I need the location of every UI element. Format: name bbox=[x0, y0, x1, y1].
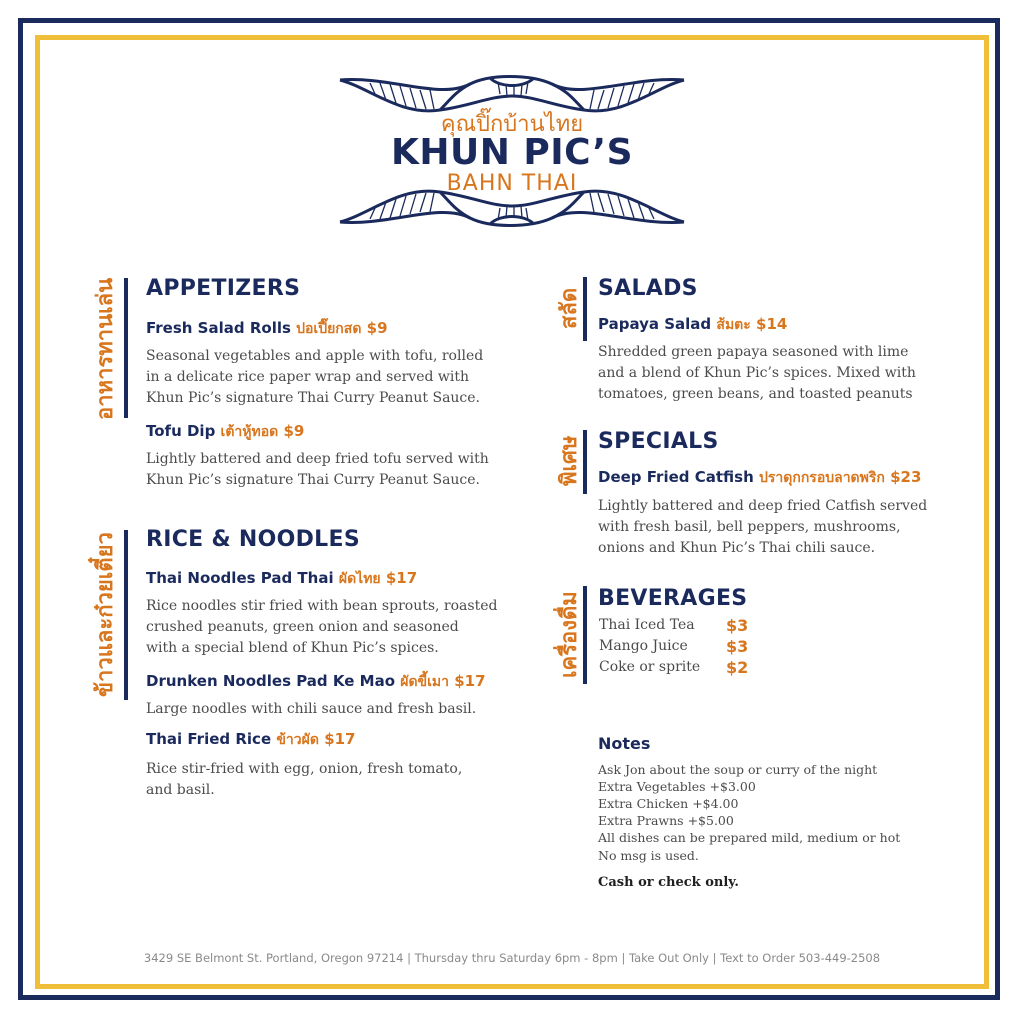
menu-item-name: Thai Noodles Pad Thai ผัดไทย $17 bbox=[146, 569, 418, 587]
rice-noodles-title: RICE & NOODLES bbox=[146, 527, 360, 552]
menu-item-thai: ปราดุกกรอบลาดพริก bbox=[758, 470, 885, 486]
note-line: Extra Chicken +$4.00 bbox=[598, 796, 739, 811]
beverage-price: $2 bbox=[726, 658, 749, 677]
menu-item-name: Papaya Salad ส้มตะ $14 bbox=[598, 315, 788, 333]
beverages-thai-label: เครื่องดื่ม bbox=[557, 591, 582, 679]
note-line: Ask Jon about the soup or curry of the night bbox=[598, 762, 878, 777]
menu-item-name: Deep Fried Catfish ปราดุกกรอบลาดพริก $23 bbox=[598, 468, 922, 486]
menu-item-thai: ผัดไทย bbox=[338, 571, 381, 587]
menu-item-price: $14 bbox=[756, 315, 788, 333]
menu-item-price: $17 bbox=[385, 569, 418, 587]
menu-item-description: Large noodles with chili sauce and fresh basil. bbox=[146, 701, 477, 717]
beverages-title: BEVERAGES bbox=[598, 586, 748, 611]
rice-noodles-divider bbox=[124, 530, 128, 700]
menu-item-thai: ข้าวผัด bbox=[276, 732, 319, 748]
appetizers-thai-label: อาหารทานเล่น bbox=[93, 277, 118, 420]
salads-title: SALADS bbox=[598, 276, 698, 301]
note-line: No msg is used. bbox=[598, 848, 699, 863]
menu-item-description: Rice noodles stir fried with bean sprouts, roasted crushed peanuts, green onion and seasoned with a special blend of Khun Pic’s spices. bbox=[146, 598, 498, 656]
beverages-divider bbox=[583, 586, 587, 684]
menu-item-price: $17 bbox=[454, 672, 486, 690]
menu-item-thai: ส้มตะ bbox=[716, 317, 751, 333]
beverage-name: Thai Iced Tea bbox=[599, 617, 695, 633]
specials-thai-label: พิเศษ bbox=[557, 435, 582, 487]
appetizers-divider bbox=[124, 278, 128, 418]
restaurant-logo bbox=[330, 70, 694, 232]
footer-info: 3429 SE Belmont St. Portland, Oregon 97214 | Thursday thru Saturday 6pm - 8pm | Take Out Only | Text to Order 503-449-2508 bbox=[143, 951, 881, 965]
salads-thai-label: สลัด bbox=[557, 287, 582, 329]
beverage-price: $3 bbox=[726, 616, 749, 635]
logo-subtitle: BAHN THAI bbox=[446, 171, 578, 196]
menu-item-name: Fresh Salad Rolls ปอเปี๊ยกสด $9 bbox=[146, 319, 388, 337]
salads-divider bbox=[583, 277, 587, 341]
payment-note: Cash or check only. bbox=[598, 875, 739, 890]
menu-item-name: Drunken Noodles Pad Ke Mao ผัดขี้เมา $17 bbox=[146, 672, 486, 690]
notes-title: Notes bbox=[598, 734, 651, 753]
menu-item-price: $9 bbox=[366, 319, 388, 337]
menu-item-price: $17 bbox=[324, 730, 356, 748]
logo-thai-name: คุณปิ๊กบ้านไทย bbox=[440, 112, 584, 137]
logo-name: KHUN PIC’S bbox=[390, 132, 634, 173]
menu-item-price: $9 bbox=[283, 422, 305, 440]
specials-divider bbox=[583, 430, 587, 494]
menu-item-description: Rice stir-fried with egg, onion, fresh tomato, and basil. bbox=[146, 761, 463, 798]
beverage-name: Mango Juice bbox=[599, 638, 688, 654]
beverage-price: $3 bbox=[726, 637, 749, 656]
menu-item-description: Lightly battered and deep fried Catfish served with fresh basil, bell peppers, mushrooms, onions and Khun Pic’s Thai chili sauce. bbox=[598, 498, 928, 556]
specials-title: SPECIALS bbox=[598, 429, 719, 454]
menu-item-name: Tofu Dip เต้าหู้ทอด $9 bbox=[146, 422, 305, 440]
menu-item-thai: ผัดขี้เมา bbox=[400, 674, 449, 690]
menu-item-thai: ปอเปี๊ยกสด bbox=[296, 321, 362, 337]
menu-item-thai: เต้าหู้ทอด bbox=[220, 424, 279, 440]
menu-item-description: Lightly battered and deep fried tofu served with Khun Pic’s signature Thai Curry Peanut Sauce. bbox=[146, 451, 489, 488]
beverage-name: Coke or sprite bbox=[599, 659, 701, 675]
menu-item-name: Thai Fried Rice ข้าวผัด $17 bbox=[146, 730, 356, 748]
note-line: All dishes can be prepared mild, medium or hot bbox=[598, 830, 901, 845]
note-line: Extra Vegetables +$3.00 bbox=[598, 779, 756, 794]
menu-item-description: Shredded green papaya seasoned with lime and a blend of Khun Pic’s spices. Mixed with tomatoes, green beans, and toasted peanuts bbox=[598, 344, 916, 402]
appetizers-title: APPETIZERS bbox=[146, 276, 301, 301]
menu-item-price: $23 bbox=[890, 468, 922, 486]
note-line: Extra Prawns +$5.00 bbox=[598, 813, 734, 828]
menu-item-description: Seasonal vegetables and apple with tofu, rolled in a delicate rice paper wrap and served with Khun Pic’s signature Thai Curry Peanut Sauce. bbox=[146, 348, 484, 406]
rice-noodles-thai-label: ข้าวและก๋วยเตี๋ยว bbox=[93, 532, 118, 698]
